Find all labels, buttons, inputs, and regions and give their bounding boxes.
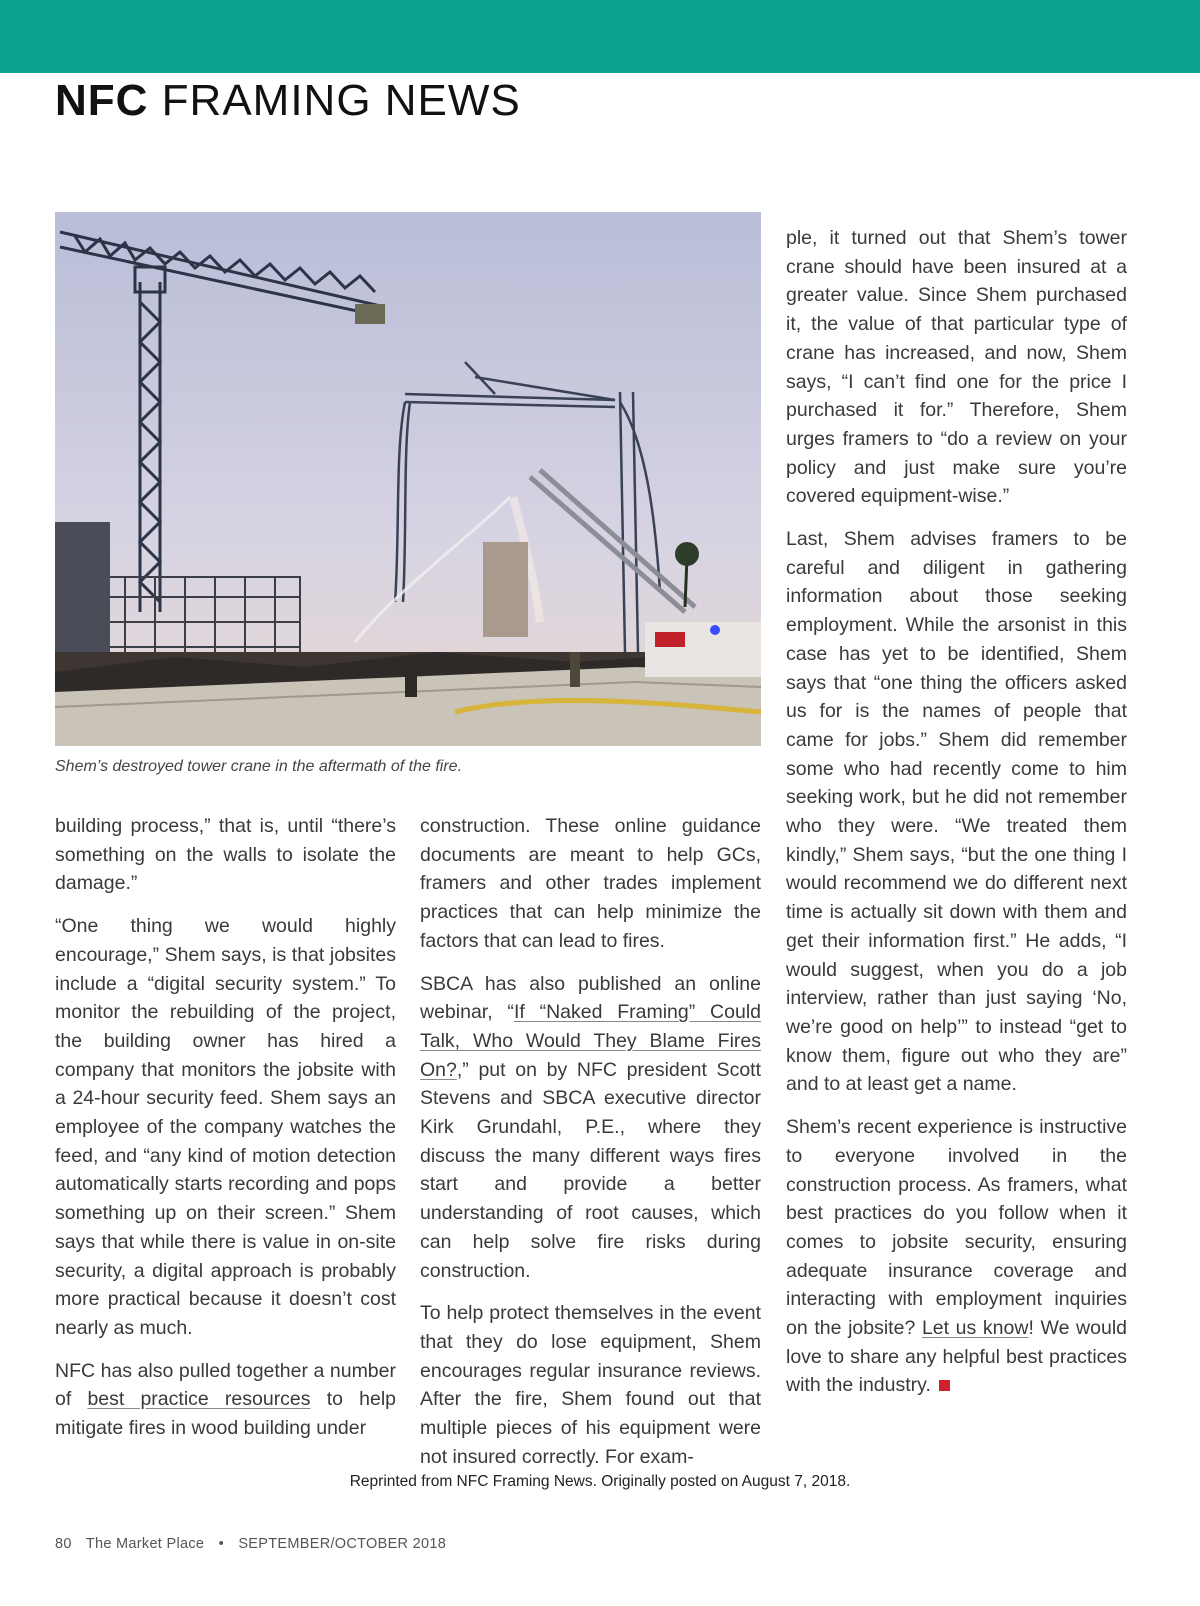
- col2-p2-text-a: SBCA has also published an online webinar, “: [420, 972, 761, 1024]
- article-column-2: [420, 812, 761, 1485]
- top-accent-bar: [0, 0, 1200, 73]
- col3-p3-text-b: ! We would love to share any helpful best practices with the industry.: [786, 1317, 1127, 1397]
- best-practice-resources-link[interactable]: best practice resources: [87, 1388, 311, 1411]
- col1-p3-text-a: NFC has also pulled together a number of: [55, 1359, 396, 1411]
- col1-paragraph-1: building process,” that is, until “there’s something on the walls to isolate the damage.”: [55, 815, 396, 895]
- page-footer: [55, 1536, 456, 1552]
- col2-paragraph-2: [420, 970, 761, 1286]
- publication-name: The Market Place: [85, 1536, 205, 1552]
- photo-caption: Shem’s destroyed tower crane in the aftermath of the fire.: [55, 758, 463, 775]
- col1-paragraph-3: [55, 1357, 396, 1443]
- article-column-3: [786, 224, 1127, 1414]
- end-mark-icon: [939, 1380, 950, 1391]
- masthead-bold: NFC: [55, 76, 149, 125]
- article-column-1: [55, 812, 396, 1457]
- masthead-light: FRAMING NEWS: [161, 76, 521, 125]
- let-us-know-link[interactable]: Let us know: [921, 1317, 1029, 1340]
- fire-photo: [55, 212, 761, 746]
- col2-p2-text-b: ,” put on by NFC president Scott Stevens and SBCA executive director Kirk Grundahl, P.E., where they discuss the many different ways fires start and provide a better understanding of root causes, which can help solve fire risks during construction.: [420, 1058, 761, 1282]
- col3-p3-text-a: Shem’s recent experience is instructive to everyone involved in the construction process. As framers, what best practices do you follow when it comes to jobsite security, ensuring adequate insurance coverage and interacting with employment inquiries on the jobsite?: [786, 1116, 1127, 1340]
- col3-paragraph-3: [786, 1113, 1127, 1400]
- col3-paragraph-1: ple, it turned out that Shem’s tower crane should have been insured at a greater value. Since Shem purchased it, the value of that particular type of crane has increased, and now, Shem says, “I can’t find one for the price I purchased it for.” Therefore, Shem urges framers to “do a review on your policy and just make sure you’re covered equipment-wise.”: [786, 227, 1127, 508]
- webinar-link[interactable]: If “Naked Framing” Could Talk, Who Would They Blame Fires On?: [420, 1001, 761, 1081]
- col1-p3-text-b: to help mitigate fires in wood building under: [55, 1388, 396, 1440]
- col3-paragraph-2: Last, Shem advises framers to be careful and diligent in gathering information about those seeking employment. While the arsonist in this case has yet to be identified, Shem says that “one thing the officers asked us for is the names of people that came for jobs.” Shem did remember some who had recently come to him seeking work, but he did not remember who they were. “We treated them kindly,” Shem says, “but the one thing I would recommend we do different next time is actually sit down with them and get their information first.” He adds, “I would suggest, when you do a job interview, rather than just saying ‘No, we’re good on help’” to instead “get to know them, figure out who they are” and to at least get a name.: [786, 528, 1127, 1096]
- page-number: 80: [55, 1536, 72, 1552]
- col2-paragraph-3: To help protect themselves in the event that they do lose equipment, Shem encourages regular insurance reviews. After the fire, Shem found out that multiple pieces of his equipment were not insured correctly. For exam-: [420, 1302, 761, 1468]
- issue-date: SEPTEMBER/OCTOBER 2018: [238, 1536, 447, 1552]
- reprint-note: Reprinted from NFC Framing News. Originally posted on August 7, 2018.: [349, 1473, 851, 1490]
- footer-bullet: •: [218, 1536, 224, 1552]
- masthead: [55, 76, 521, 126]
- col1-paragraph-2: “One thing we would highly encourage,” Shem says, is that jobsites include a “digital security system.” To monitor the rebuilding of the project, the building owner has hired a company that monitors the jobsite with a 24-hour security feed. Shem says an employee of the company watches the feed, and “any kind of motion detection automatically starts recording and pops something up on their screen.” Shem says that while there is value in on-site security, a digital approach is probably more practical because it doesn’t cost nearly as much.: [55, 915, 396, 1339]
- col2-paragraph-1: construction. These online guidance documents are meant to help GCs, framers and other trades implement practices that can help minimize the factors that can lead to fires.: [420, 815, 761, 952]
